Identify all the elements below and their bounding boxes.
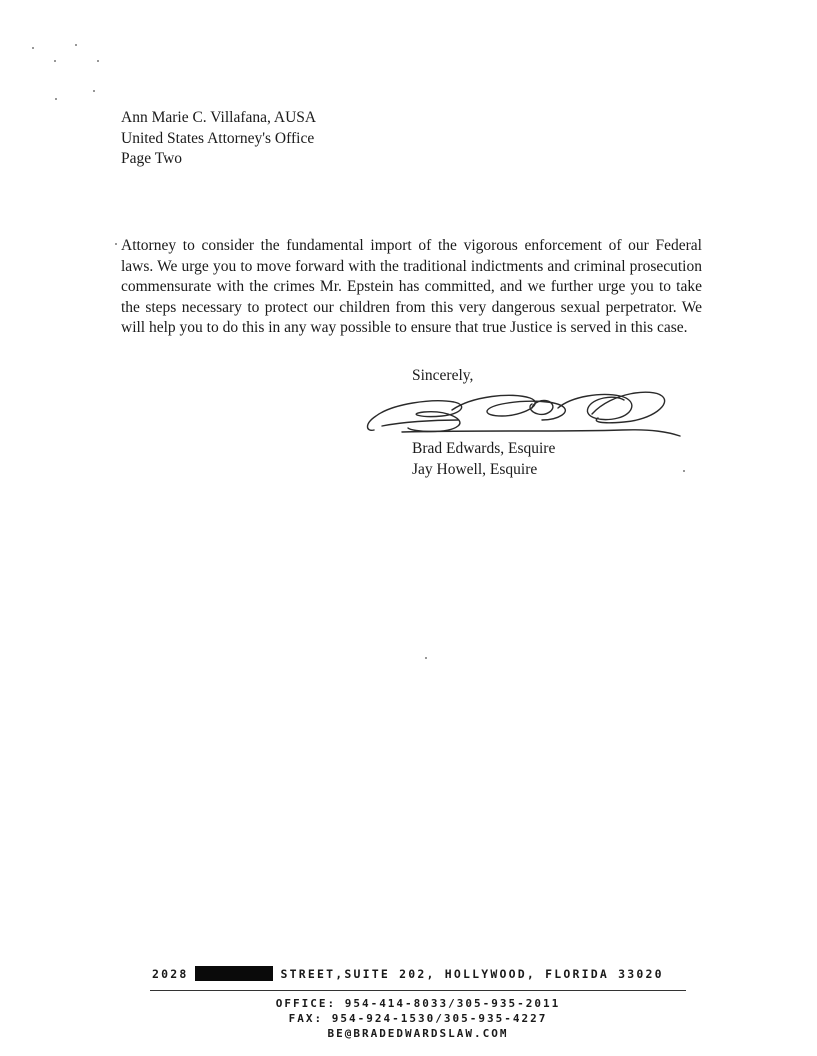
address-street-city: STREET,SUITE 202, HOLLYWOOD, FLORIDA 33020 <box>280 966 664 981</box>
footer-email: BE@BRADEDWARDSLAW.COM <box>327 1027 509 1040</box>
handwritten-signature <box>362 386 687 442</box>
scan-speck <box>683 470 685 472</box>
signer-list <box>412 439 555 480</box>
scan-speck <box>55 98 57 100</box>
recipient-header <box>121 108 316 170</box>
footer-contact <box>150 996 686 1041</box>
footer-fax: FAX: 954-924-1530/305-935-4227 <box>288 1012 548 1025</box>
body-paragraph: Attorney to consider the fundamental import of the vigorous enforcement of our Federal laws. We urge you to move forward with the traditional indictments and criminal prosecution commensurate with the crimes Mr. Epstein has committed, and we further urge you to take the steps necessary to protect our children from this very dangerous sexual perpetrator. We will help you to do this in any way possible to ensure that true Justice is served in this case. <box>121 237 702 336</box>
address-street-number: 2028 <box>152 966 189 981</box>
closing-salutation: Sincerely, <box>412 367 474 384</box>
scan-speck <box>97 60 99 62</box>
footer-divider <box>150 990 686 991</box>
scan-speck <box>93 90 95 92</box>
footer-address <box>152 966 682 981</box>
signer-name: Brad Edwards, Esquire <box>412 440 556 457</box>
scan-speck <box>115 243 117 245</box>
scan-speck <box>425 657 427 659</box>
scan-speck <box>32 47 34 49</box>
page-number-label: Page Two <box>121 150 183 167</box>
footer-office-phone: OFFICE: 954-414-8033/305-935-2011 <box>275 997 561 1010</box>
recipient-name: Ann Marie C. Villafana, AUSA <box>121 109 317 126</box>
signer-name: Jay Howell, Esquire <box>412 460 538 478</box>
redaction-bar <box>195 966 273 981</box>
scan-speck <box>75 44 77 46</box>
scan-speck <box>54 60 56 62</box>
recipient-office: United States Attorney's Office <box>121 129 315 147</box>
